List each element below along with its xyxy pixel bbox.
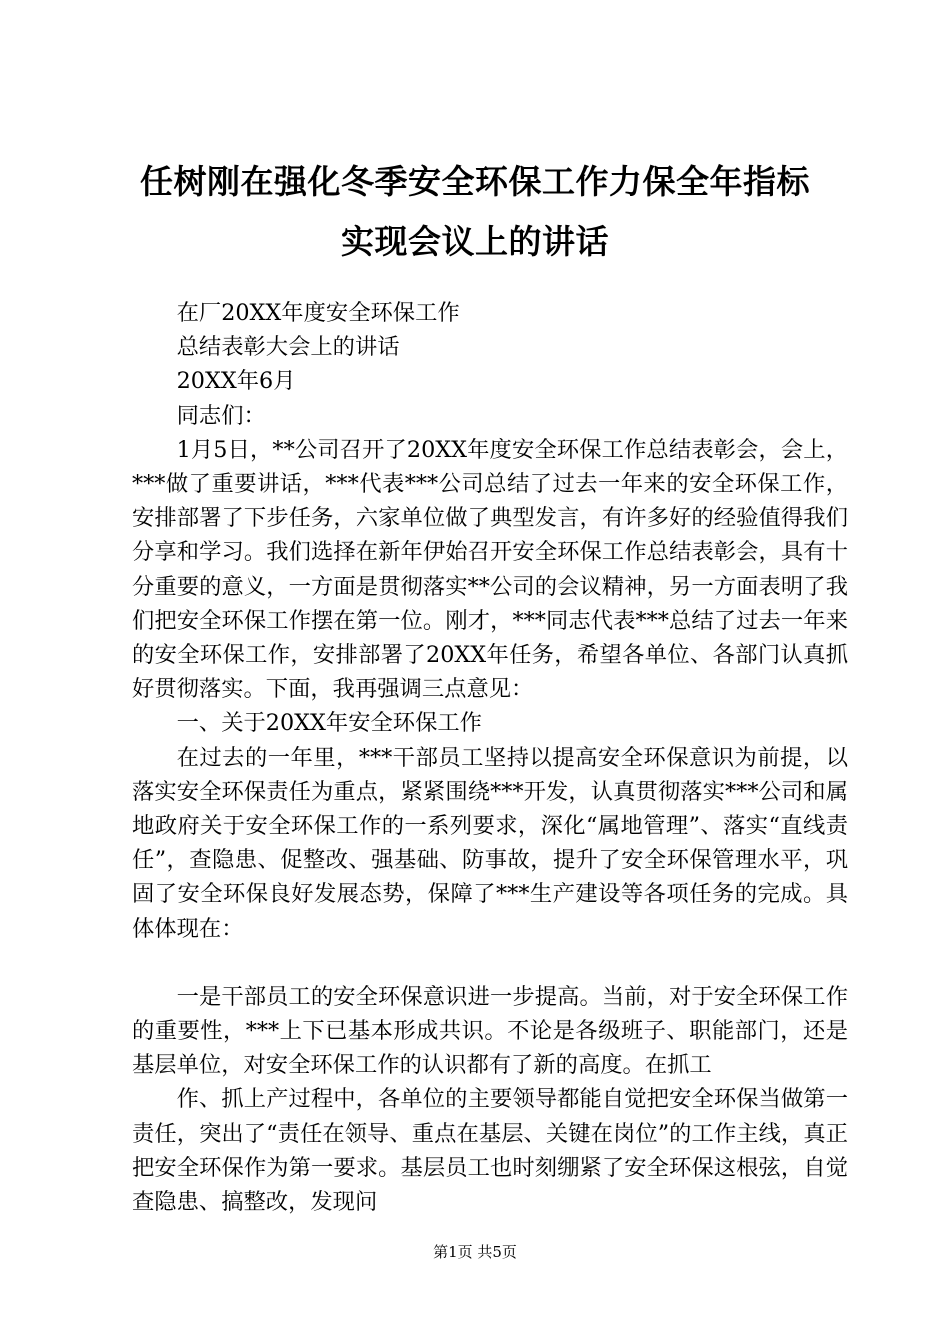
section-heading: 一、关于20XX年安全环保工作 — [176, 710, 482, 737]
document-title-line-2: 实现会议上的讲话 — [341, 222, 609, 261]
body-paragraph: 作、抓上产过程中，各单位的主要领导都能自觉把安全环保当做第一责任，突出了“责任在领导、重点在基层、关键在岗位”的工作主线，真正把安全环保作为第一要求。基层员工也时刻绷紧了安全环保这根弦，自觉查隐患、搞整改，发现问 — [132, 1086, 848, 1216]
subtitle-line-1: 在厂20XX年度安全环保工作 — [176, 300, 460, 326]
body-paragraph: 在过去的一年里，***干部员工坚持以提高安全环保意识为前提，以落实安全环保责任为重点，紧紧围绕***开发，认真贯彻落实***公司和属地政府关于安全环保工作的一系列要求，深化“属地管理”、落实“直线责任”，查隐患、促整改、强基础、防事故，提升了安全环保管理水平，巩固了安全环保良好发展态势，保障了***生产建设等各项任务的完成。具体体现在： — [132, 744, 848, 942]
page-number-footer: 第1页 共5页 — [433, 1243, 517, 1261]
document-title-line-1: 任树刚在强化冬季安全环保工作力保全年指标 — [140, 162, 810, 201]
body-paragraph: 1月5日，**公司召开了20XX年度安全环保工作总结表彰会，会上，***做了重要讲话，***代表***公司总结了过去一年来的安全环保工作，安排部署了下步任务，六家单位做了典型发言，有许多好的经验值得我们分享和学习。我们选择在新年伊始召开安全环保工作总结表彰会，具有十分重要的意义，一方面是贯彻落实**公司的会议精神，另一方面表明了我们把安全环保工作摆在第一位。刚才，***同志代表***总结了过去一年来的安全环保工作，安排部署了20XX年任务，希望各单位、各部门认真抓好贯彻落实。下面，我再强调三点意见： — [132, 436, 848, 703]
document-body — [132, 296, 848, 1219]
salutation: 同志们： — [176, 402, 266, 429]
body-paragraph: 一是干部员工的安全环保意识进一步提高。当前，对于安全环保工作的重要性，***上下已基本形成共识。不论是各级班子、职能部门，还是基层单位，对安全环保工作的认识都有了新的高度。在抓工 — [132, 983, 848, 1079]
subtitle-line-2: 总结表彰大会上的讲话 — [176, 334, 400, 361]
date-line: 20XX年6月 — [176, 368, 296, 395]
